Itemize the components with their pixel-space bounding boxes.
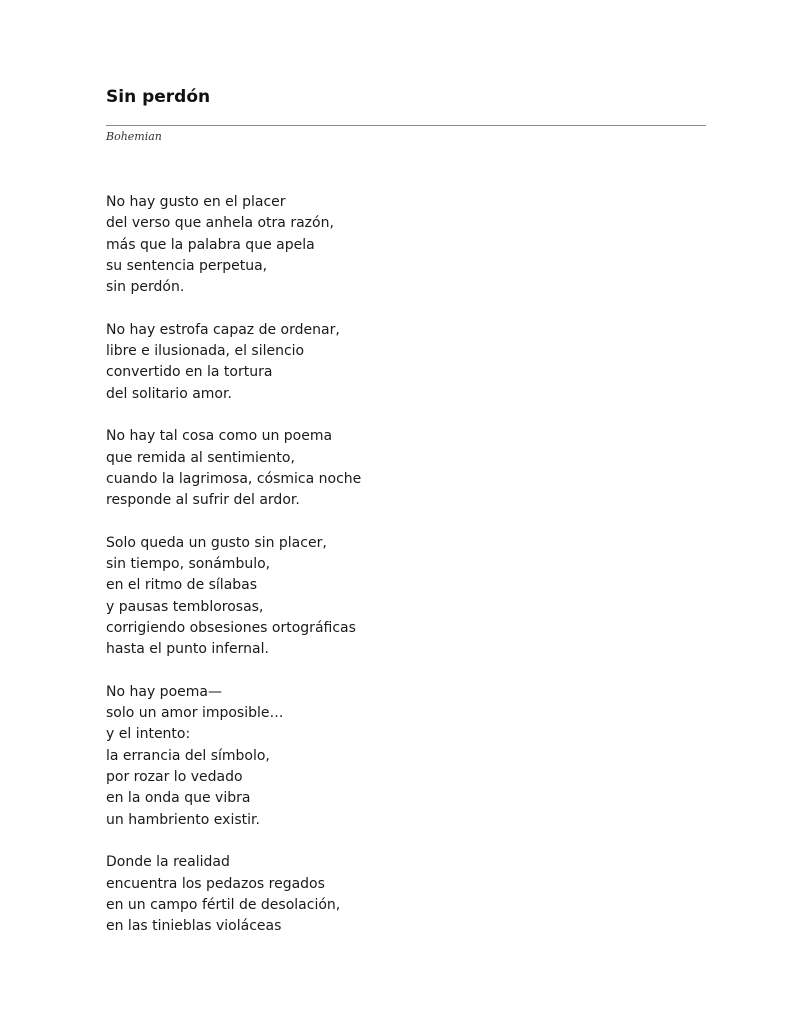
poem-line: más que la palabra que apela: [106, 236, 315, 253]
poem-line: convertido en la tortura: [106, 364, 273, 381]
poem-line: hasta el punto infernal.: [106, 641, 269, 658]
poem-line: y el intento:: [106, 726, 191, 743]
stanza: [106, 852, 706, 937]
poem-line: No hay tal cosa como un poema: [106, 428, 333, 445]
poem-line: No hay poema—: [106, 683, 222, 700]
poem-body: [106, 192, 706, 959]
poem-line: en la onda que vibra: [106, 790, 251, 807]
title-divider: [106, 125, 706, 126]
poem-line: libre e ilusionada, el silencio: [106, 343, 305, 360]
poem-line: la errancia del símbolo,: [106, 747, 270, 764]
stanza: [106, 426, 706, 511]
poem-line: del solitario amor.: [106, 385, 232, 402]
poem-line: Solo queda un gusto sin placer,: [106, 534, 327, 551]
poem-line: encuentra los pedazos regados: [106, 875, 325, 892]
poem-line: y pausas temblorosas,: [106, 598, 264, 615]
poem-line: No hay estrofa capaz de ordenar,: [106, 321, 340, 338]
poem-line: en un campo fértil de desolación,: [106, 896, 341, 913]
poem-line: que remida al sentimiento,: [106, 449, 295, 466]
poem-title: Sin perdón: [106, 87, 211, 107]
author-name: Bohemian: [106, 130, 162, 143]
stanza: [106, 533, 706, 661]
poem-line: su sentencia perpetua,: [106, 257, 268, 274]
poem-line: en el ritmo de sílabas: [106, 577, 258, 594]
stanza: [106, 682, 706, 831]
poem-line: por rozar lo vedado: [106, 769, 243, 786]
stanza: [106, 192, 706, 298]
poem-line: en las tinieblas violáceas: [106, 918, 282, 935]
stanza: [106, 320, 706, 405]
poem-line: un hambriento existir.: [106, 811, 260, 828]
poem-line: sin tiempo, sonámbulo,: [106, 556, 271, 573]
poem-line: responde al sufrir del ardor.: [106, 492, 300, 509]
poem-line: No hay gusto en el placer: [106, 194, 286, 210]
poem-line: corrigiendo obsesiones ortográficas: [106, 619, 356, 636]
poem-line: del verso que anhela otra razón,: [106, 215, 334, 232]
poem-line: sin perdón.: [106, 279, 185, 296]
poem-line: Donde la realidad: [106, 854, 230, 871]
poem-line: solo un amor imposible…: [106, 705, 284, 722]
poem-line: cuando la lagrimosa, cósmica noche: [106, 470, 362, 487]
